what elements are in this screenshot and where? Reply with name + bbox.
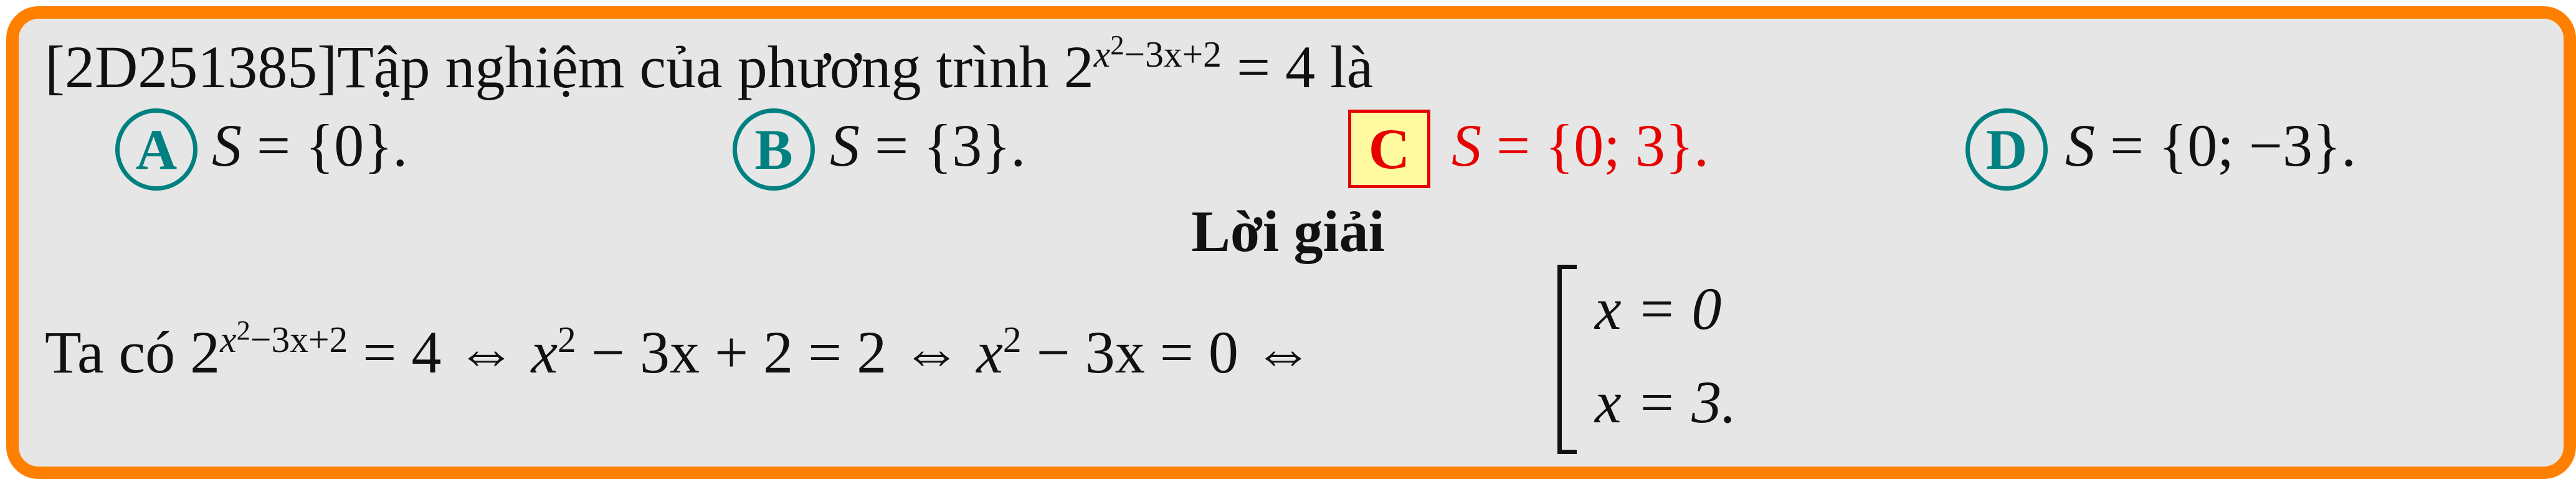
- option-a-text[interactable]: S = {0}.: [212, 112, 408, 179]
- option-b-text[interactable]: S = {3}.: [830, 112, 1026, 179]
- option-a-badge[interactable]: A: [115, 108, 197, 191]
- option-c-text-correct[interactable]: S = {0; 3}.: [1452, 112, 1709, 179]
- case-bracket: [1557, 265, 1577, 454]
- solution-title: Lời giải: [1191, 199, 1385, 264]
- option-d-badge[interactable]: D: [1965, 108, 2048, 191]
- option-d-text[interactable]: S = {0; −3}.: [2065, 112, 2357, 179]
- option-b-badge[interactable]: B: [733, 108, 815, 191]
- question-equation: $2^{x^2-3x+2} = 4$ là: [1063, 29, 1374, 100]
- case-1: x = 0: [1595, 275, 1722, 342]
- question-code: [2D251385]: [45, 34, 338, 100]
- question-line: [45, 29, 1374, 100]
- option-c-badge-correct[interactable]: C: [1348, 110, 1430, 188]
- question-text: Tập nghiệm của phương trình: [337, 34, 1049, 100]
- case-2: x = 3.: [1595, 369, 1737, 435]
- solution-line: Ta có $2^{x^2-3x+2} = 4$ ⇔ $x^2 - 3x + 2 = 2$ ⇔ $x^2 - 3x = 0$ ⇔: [45, 315, 1313, 386]
